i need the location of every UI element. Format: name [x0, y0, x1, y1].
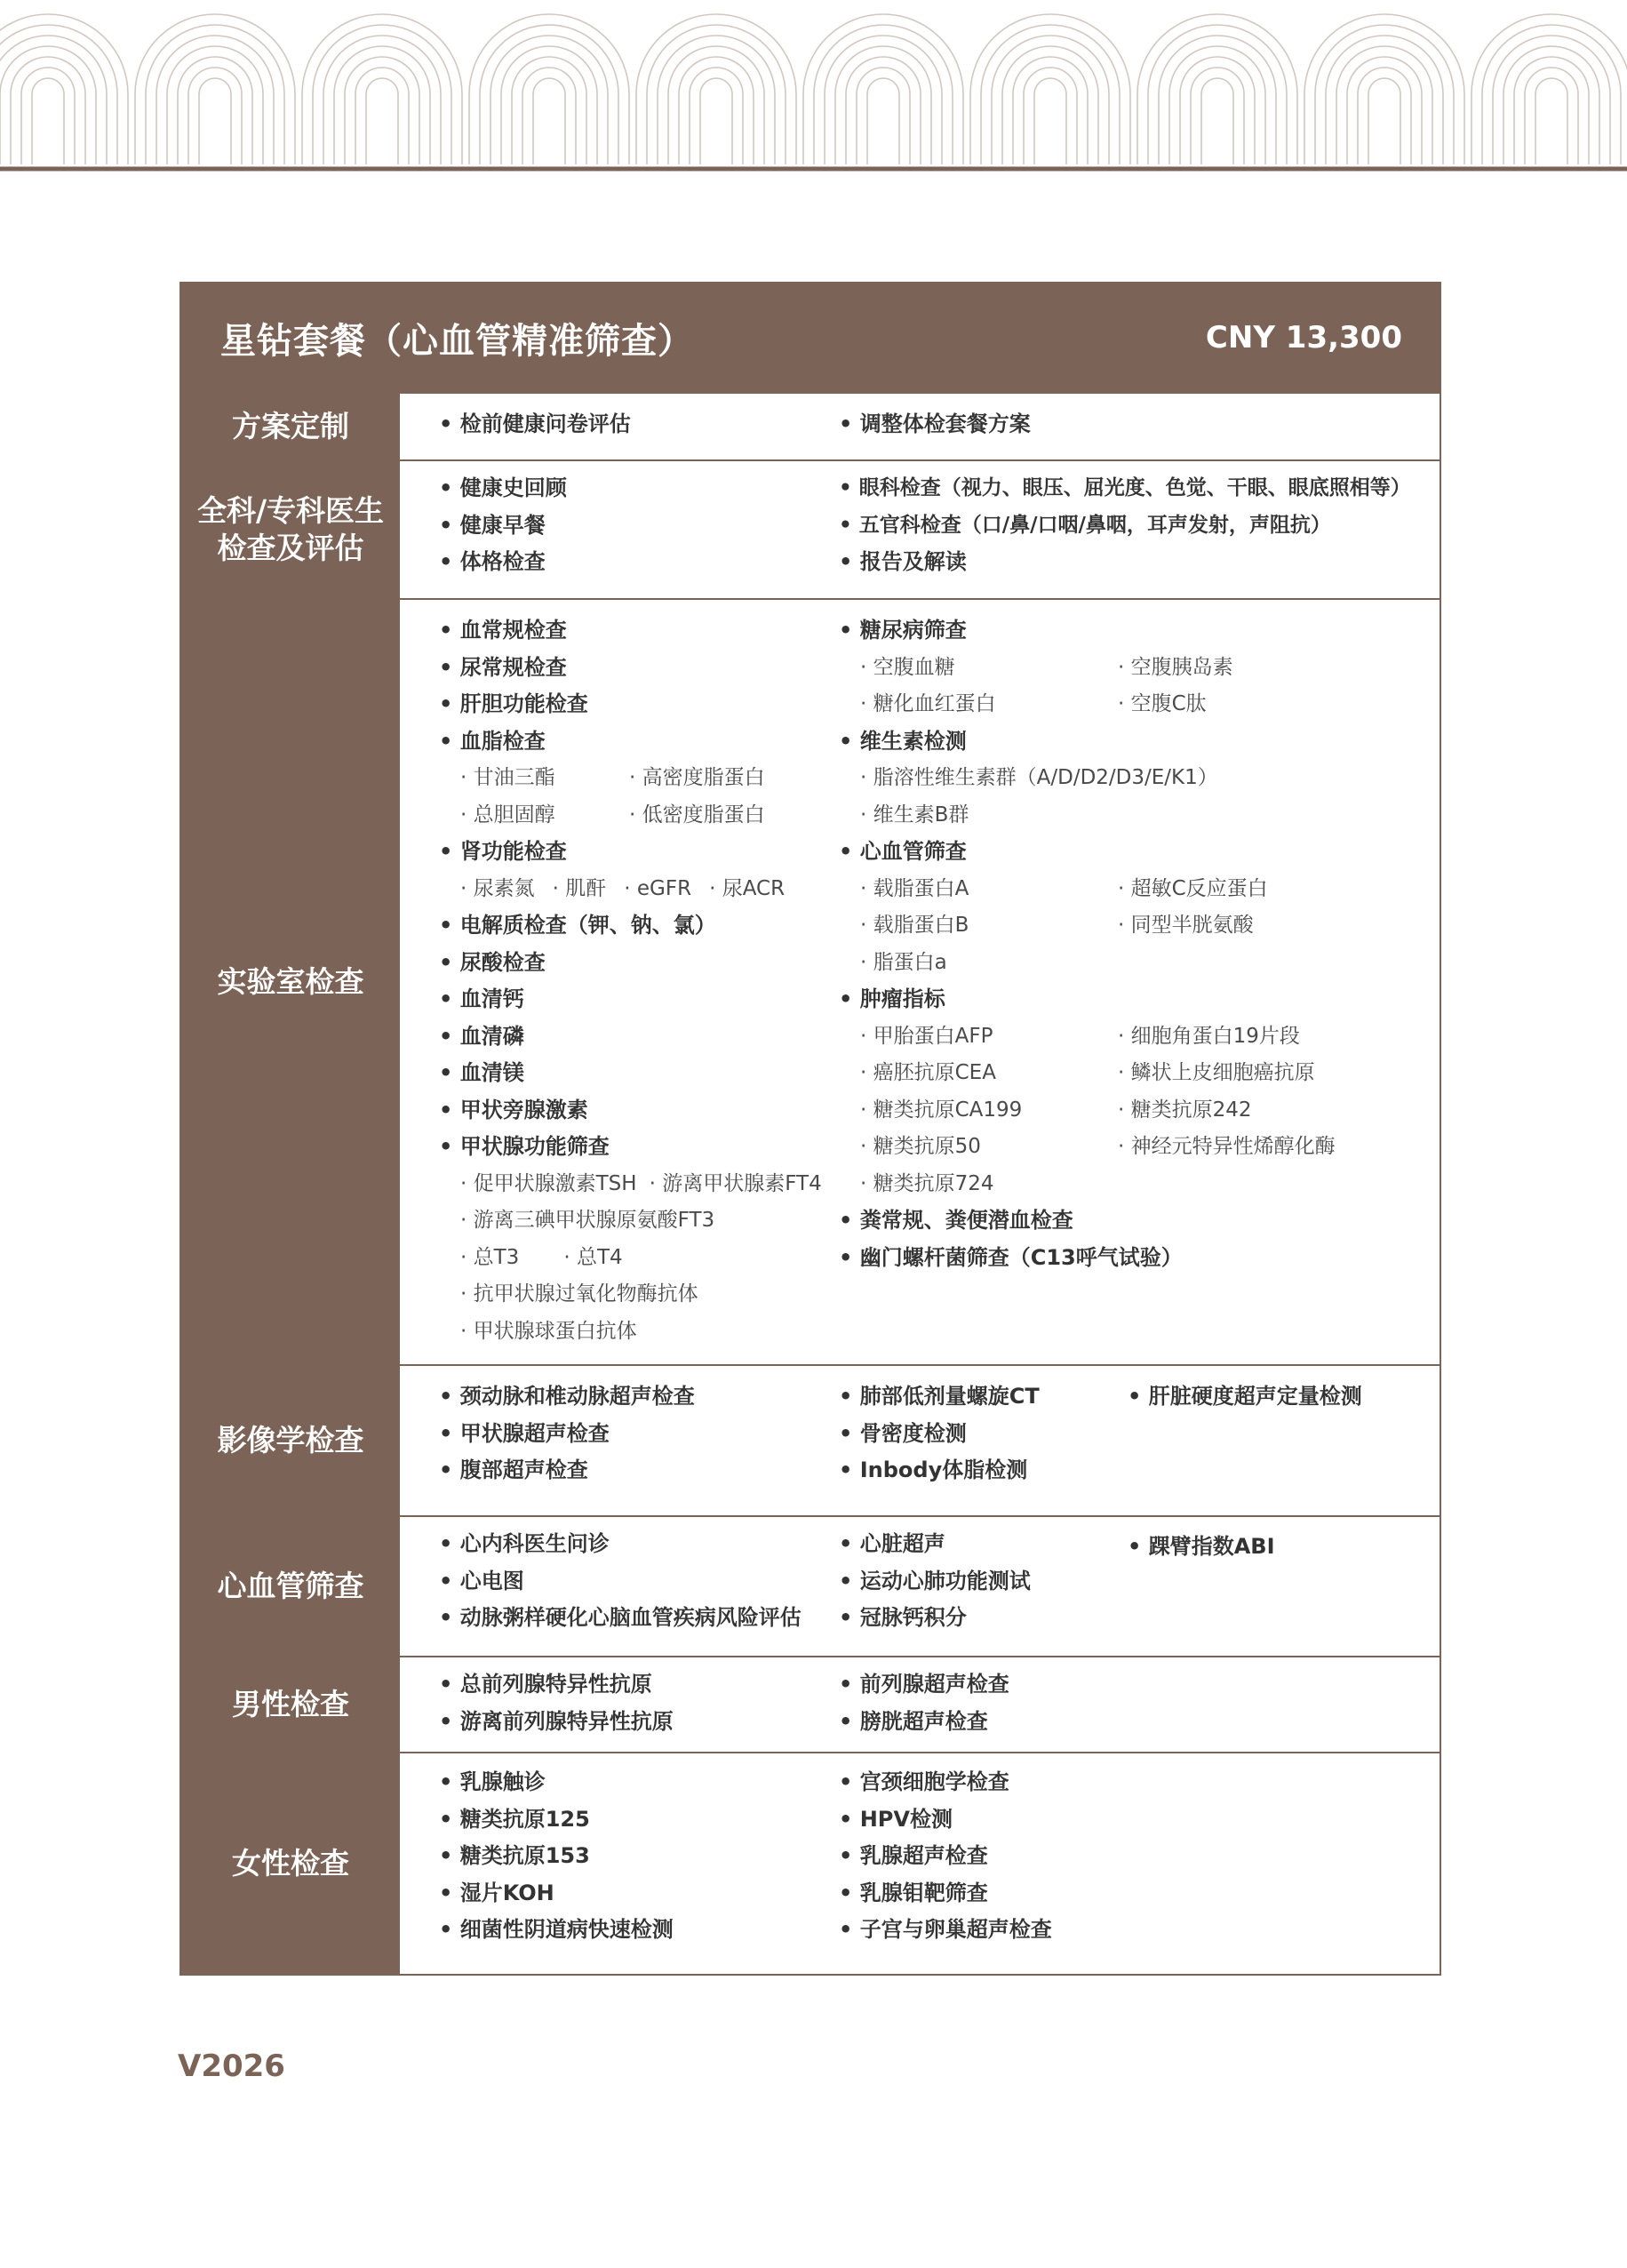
sub-list — [439, 871, 839, 908]
section-imaging — [181, 1364, 1440, 1515]
section-female — [181, 1752, 1440, 1974]
sub-item: · 空腹胰岛素 — [1118, 650, 1233, 687]
section-doctor — [181, 459, 1440, 598]
sub-item: · 糖类抗原242 — [1118, 1092, 1336, 1130]
section-custom — [181, 392, 1440, 459]
section-label: 心血管筛查 — [181, 1517, 403, 1656]
arch-line — [803, 14, 963, 164]
section-label: 方案定制 — [181, 394, 403, 459]
arch-line — [658, 36, 775, 164]
arch-line — [1137, 14, 1297, 164]
list-item: • 健康史回顾 — [439, 470, 839, 507]
list-item: • 游离前列腺特异性抗原 — [439, 1704, 839, 1741]
arch-line — [135, 14, 295, 164]
arch-line — [355, 68, 409, 164]
arch-line — [32, 78, 64, 164]
list-item: • 糖尿病筛查 — [839, 612, 1440, 650]
section-cardio — [181, 1515, 1440, 1656]
sub-item: · 总胆固醇 — [460, 797, 629, 835]
list-item: • 健康早餐 — [439, 507, 839, 545]
list-item: • 心血管筛查 — [839, 834, 1440, 871]
section-male — [181, 1656, 1440, 1752]
sub-list — [839, 650, 1440, 723]
arch-line — [1503, 46, 1599, 164]
sub-item: · 总T4 — [563, 1240, 622, 1277]
sub-item: · 空腹C肽 — [1118, 686, 1233, 723]
sub-item: · 甲状腺球蛋白抗体 — [439, 1314, 839, 1351]
arch-line — [700, 78, 732, 164]
list-item: • 维生素检测 — [839, 723, 1440, 761]
arch-line — [992, 36, 1109, 164]
decorative-arch-banner — [0, 0, 1627, 174]
list-item: • 乳腺触诊 — [439, 1764, 839, 1801]
section-lab — [181, 598, 1440, 1364]
arch-line — [690, 68, 743, 164]
arch-line — [1002, 46, 1098, 164]
arch-line — [156, 36, 274, 164]
list-item: • 乳腺超声检查 — [839, 1838, 1052, 1875]
sub-item: · 糖类抗原50 — [860, 1129, 1118, 1166]
list-item: • 眼科检查（视力、眼压、屈光度、色觉、干眼、眼底照相等） — [839, 470, 1440, 507]
list-item: • 粪常规、粪便潜血检查 — [839, 1202, 1440, 1240]
list-item: • 甲状旁腺激素 — [439, 1092, 839, 1130]
list-item: • 骨密度检测 — [839, 1416, 1128, 1453]
sub-item: · 促甲状腺激素TSH — [460, 1166, 637, 1203]
arch-line — [21, 68, 75, 164]
list-item: • 心脏超声 — [839, 1526, 1128, 1563]
arch-line — [0, 46, 96, 164]
sub-item: · 高密度脂蛋白 — [629, 760, 765, 797]
list-item: • HPV检测 — [839, 1801, 1052, 1839]
list-item: • 甲状腺功能筛查 — [439, 1129, 839, 1166]
sub-item: · 尿ACR — [709, 871, 785, 908]
sub-list — [839, 1018, 1440, 1203]
sub-item: · 抗甲状腺过氧化物酶抗体 — [439, 1276, 839, 1314]
list-item: • 腹部超声检查 — [439, 1452, 839, 1489]
arch-line — [668, 46, 764, 164]
sub-item: · 甲胎蛋白AFP — [860, 1018, 1118, 1056]
arch-line — [1326, 36, 1443, 164]
sub-item: · 维生素B群 — [839, 797, 1440, 835]
list-item: • 宫颈细胞学检查 — [839, 1764, 1052, 1801]
list-item: • 肝胆功能检查 — [439, 686, 839, 723]
list-item: • 糖类抗原153 — [439, 1838, 839, 1875]
arch-line — [1304, 14, 1464, 164]
list-item: • 五官科检查（口/鼻/口咽/鼻咽，耳声发射，声阻抗） — [839, 507, 1440, 545]
package-header — [181, 284, 1440, 392]
sub-item: · 低密度脂蛋白 — [629, 797, 765, 835]
list-item: • 心内科医生问诊 — [439, 1526, 839, 1563]
arch-line — [1034, 78, 1066, 164]
arch-line — [199, 78, 231, 164]
arch-line — [867, 78, 899, 164]
arch-line — [323, 36, 441, 164]
list-item: • 乳腺钼靶筛查 — [839, 1875, 1052, 1913]
sub-item: · 脂溶性维生素群（A/D/D2/D3/E/K1） — [839, 760, 1440, 797]
arch-line — [1191, 68, 1244, 164]
list-item: • 子宫与卵巢超声检查 — [839, 1912, 1052, 1949]
arch-line — [522, 68, 576, 164]
section-label-text: 全科/专科医生 检查及评估 — [196, 493, 385, 565]
list-item: • 踝臂指数ABI — [1128, 1529, 1275, 1566]
section-label — [181, 461, 403, 598]
list-item: • 调整体检套餐方案 — [839, 406, 1440, 443]
sub-item: · 癌胚抗原CEA — [860, 1055, 1118, 1092]
arch-line — [1368, 78, 1400, 164]
list-item: • 肺部低剂量螺旋CT — [839, 1378, 1128, 1416]
sub-list — [439, 760, 839, 834]
section-label: 男性检查 — [181, 1657, 403, 1752]
arch-line — [1159, 36, 1276, 164]
arch-line — [366, 78, 398, 164]
sub-item: · 甘油三酯 — [460, 760, 629, 797]
arch-line — [334, 46, 430, 164]
sub-item: · 细胞角蛋白19片段 — [1118, 1018, 1336, 1056]
sub-item: · 尿素氮 — [460, 871, 535, 908]
list-item: • 湿片KOH — [439, 1875, 839, 1913]
arch-line — [1336, 46, 1432, 164]
list-item: • 报告及解读 — [839, 544, 1440, 581]
list-item: • 体格检查 — [439, 544, 839, 581]
sub-item: · 同型半胱氨酸 — [1118, 907, 1268, 945]
sub-item: · 空腹血糖 — [860, 650, 1118, 687]
arch-line — [533, 78, 565, 164]
arch-line — [825, 36, 942, 164]
sub-item: · 载脂蛋白A — [860, 871, 1118, 908]
list-item: • 颈动脉和椎动脉超声检查 — [439, 1378, 839, 1416]
list-item: • 肝脏硬度超声定量检测 — [1128, 1378, 1362, 1416]
list-item: • 血脂检查 — [439, 723, 839, 761]
sub-item: · 载脂蛋白B — [860, 907, 1118, 945]
list-item: • 尿酸检查 — [439, 945, 839, 982]
arch-line — [970, 14, 1130, 164]
list-item: • 细菌性阴道病快速检测 — [439, 1912, 839, 1949]
arch-line — [1201, 78, 1233, 164]
list-item: • 幽门螺杆菌筛查（C13呼气试验） — [839, 1240, 1440, 1277]
arch-line — [1493, 36, 1610, 164]
sub-list — [439, 1166, 839, 1203]
list-item: • 肾功能检查 — [439, 834, 839, 871]
arch-line — [835, 46, 931, 164]
list-item: • 心电图 — [439, 1563, 839, 1601]
section-label: 女性检查 — [181, 1753, 403, 1974]
arch-line — [0, 25, 117, 164]
sub-list — [439, 1240, 839, 1277]
version-label: V2026 — [178, 2048, 285, 2084]
sub-item: · 总T3 — [460, 1240, 519, 1277]
package-title: 星钻套餐（心血管精准筛查） — [220, 320, 694, 362]
sub-item: · 脂蛋白a — [860, 945, 1118, 982]
list-item: • 尿常规检查 — [439, 650, 839, 687]
list-item: • 电解质检查（钾、钠、氯） — [439, 907, 839, 945]
list-item: • 甲状腺超声检查 — [439, 1416, 839, 1453]
list-item: • 运动心肺功能测试 — [839, 1563, 1128, 1601]
sub-item: · 糖类抗原724 — [860, 1166, 1118, 1203]
package-price: CNY 13,300 — [1205, 320, 1402, 355]
list-item: • 总前列腺特异性抗原 — [439, 1666, 839, 1704]
sub-list — [839, 871, 1440, 982]
list-item: • 膀胱超声检查 — [839, 1704, 1009, 1741]
arch-line — [857, 68, 910, 164]
section-label: 实验室检查 — [181, 600, 403, 1364]
list-item: • 血常规检查 — [439, 612, 839, 650]
sub-item: · 游离三碘甲状腺原氨酸FT3 — [439, 1202, 839, 1240]
list-item: • 血清磷 — [439, 1018, 839, 1056]
section-label: 影像学检查 — [181, 1366, 403, 1515]
arch-line — [1169, 46, 1265, 164]
package-table — [179, 282, 1441, 1976]
arch-line — [490, 36, 608, 164]
arch-line — [636, 14, 796, 164]
arch-line — [167, 46, 263, 164]
arch-line — [302, 14, 462, 164]
list-item: • 前列腺超声检查 — [839, 1666, 1009, 1704]
arch-line — [1525, 68, 1578, 164]
sub-item: · 肌酐 — [553, 871, 607, 908]
sub-item: · 糖类抗原CA199 — [860, 1092, 1118, 1130]
list-item: • 冠脉钙积分 — [839, 1600, 1128, 1637]
list-item: • 动脉粥样硬化心脑血管疾病风险评估 — [439, 1600, 839, 1637]
arch-line — [188, 68, 242, 164]
list-item: • Inbody体脂检测 — [839, 1452, 1128, 1489]
sub-item: · eGFR — [624, 871, 691, 908]
arch-line — [0, 36, 107, 164]
arch-line — [1535, 78, 1567, 164]
list-item: • 肿瘤指标 — [839, 981, 1440, 1018]
sub-item: · 鳞状上皮细胞癌抗原 — [1118, 1055, 1336, 1092]
sub-item: · 游离甲状腺素FT4 — [650, 1166, 822, 1203]
arch-line — [469, 14, 629, 164]
arch-line — [1024, 68, 1077, 164]
arch-line — [1358, 68, 1411, 164]
sub-item: · 神经元特异性烯醇化酶 — [1118, 1129, 1336, 1166]
sub-item: · 超敏C反应蛋白 — [1118, 871, 1268, 908]
list-item: • 检前健康问卷评估 — [439, 406, 839, 443]
list-item: • 血清钙 — [439, 981, 839, 1018]
arch-line — [501, 46, 597, 164]
sub-item: · 糖化血红蛋白 — [860, 686, 1118, 723]
list-item: • 血清镁 — [439, 1055, 839, 1092]
arch-line — [1471, 14, 1627, 164]
list-item: • 糖类抗原125 — [439, 1801, 839, 1839]
